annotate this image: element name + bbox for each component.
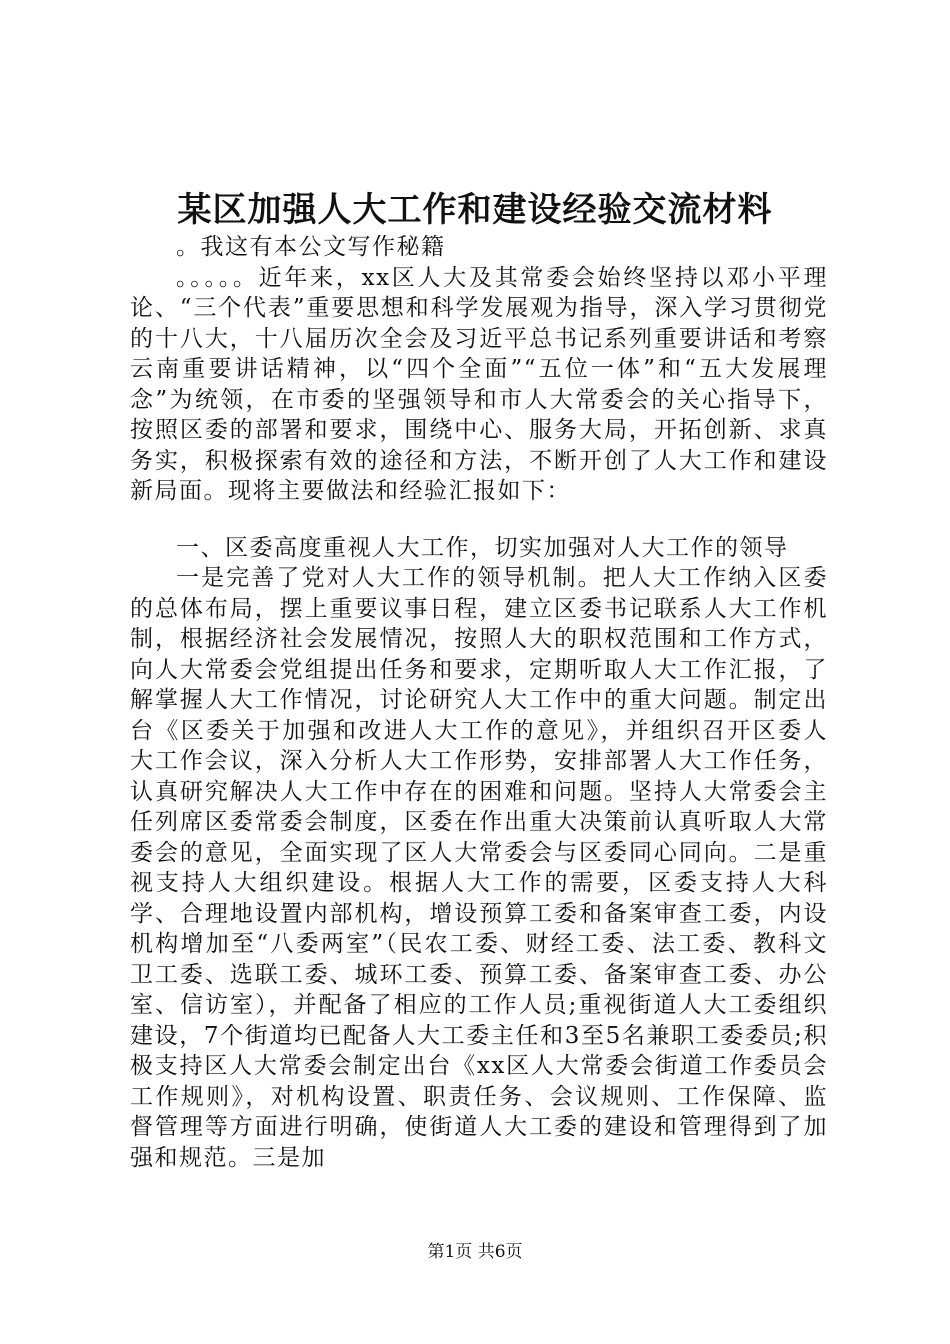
paragraph-section-body: 一是完善了党对人大工作的领导机制。把人大工作纳入区委的总体布局，摆上重要议事日程，建立区委书记联系人大工作机制，根据经济社会发展情况，按照人大的职权范围和工作方式，向人大常委会党组提出任务和要求，定期听取人大工作汇报，了解掌握人大工作情况，讨论研究人大工作中的重大问题。制定出台《区委关于加强和改进人大工作的意见》，并组织召开区委人大工作会议，深入分析人大工作形势，安排部署人大工作任务，认真研究解决人大工作中存在的困难和问题。坚持人大常委会主任列席区委常委会制度，区委在作出重大决策前认真听取人大常委会的意见，全面实现了区人大常委会与区委同心同向。二是重视支持人大组织建设。根据人大工作的需要，区委支持人大科学、合理地设置内部机构，增设预算工委和备案审查工委，内设机构增加至“八委两室”（民农工委、财经工委、法工委、教科文卫工委、选联工委、城环工委、预算工委、备案审查工委、办公室、信访室），并配备了相应的工作人员;重视街道人大工委组织建设，7个街道均已配备人大工委主任和3至5名兼职工委委员;积极支持区人大常委会制定出台《xx区人大常委会街道工作委员会工作规则》，对机构设置、职责任务、会议规则、工作保障、监督管理等方面进行明确，使街道人大工委的建设和管理得到了加强和规范。三是加 — [130, 565, 828, 1171]
document-body — [130, 232, 828, 1173]
paragraph-opening: 。。。。。近年来，xx区人大及其常委会始终坚持以邓小平理论、“三个代表”重要思想和科学发展观为指导，深入学习贯彻党的十八大，十八届历次全会及习近平总书记系列重要讲话和考察云南重要讲话精神，以“四个全面”“五位一体”和“五大发展理念”为统领，在市委的坚强领导和市人大常委会的关心指导下，按照区委的部署和要求，围绕中心、服务大局，开拓创新、求真务实，积极探索有效的途径和方法，不断开创了人大工作和建设新局面。现将主要做法和经验汇报如下： — [130, 264, 828, 504]
paragraph-intro-note: 。我这有本公文写作秘籍 — [176, 234, 446, 260]
section-heading: 一、区委高度重视人大工作，切实加强对人大工作的领导 — [176, 534, 789, 561]
document-title: 某区加强人大工作和建设经验交流材料 — [177, 190, 773, 230]
page-footer: 第1页 共6页 — [427, 1242, 523, 1262]
